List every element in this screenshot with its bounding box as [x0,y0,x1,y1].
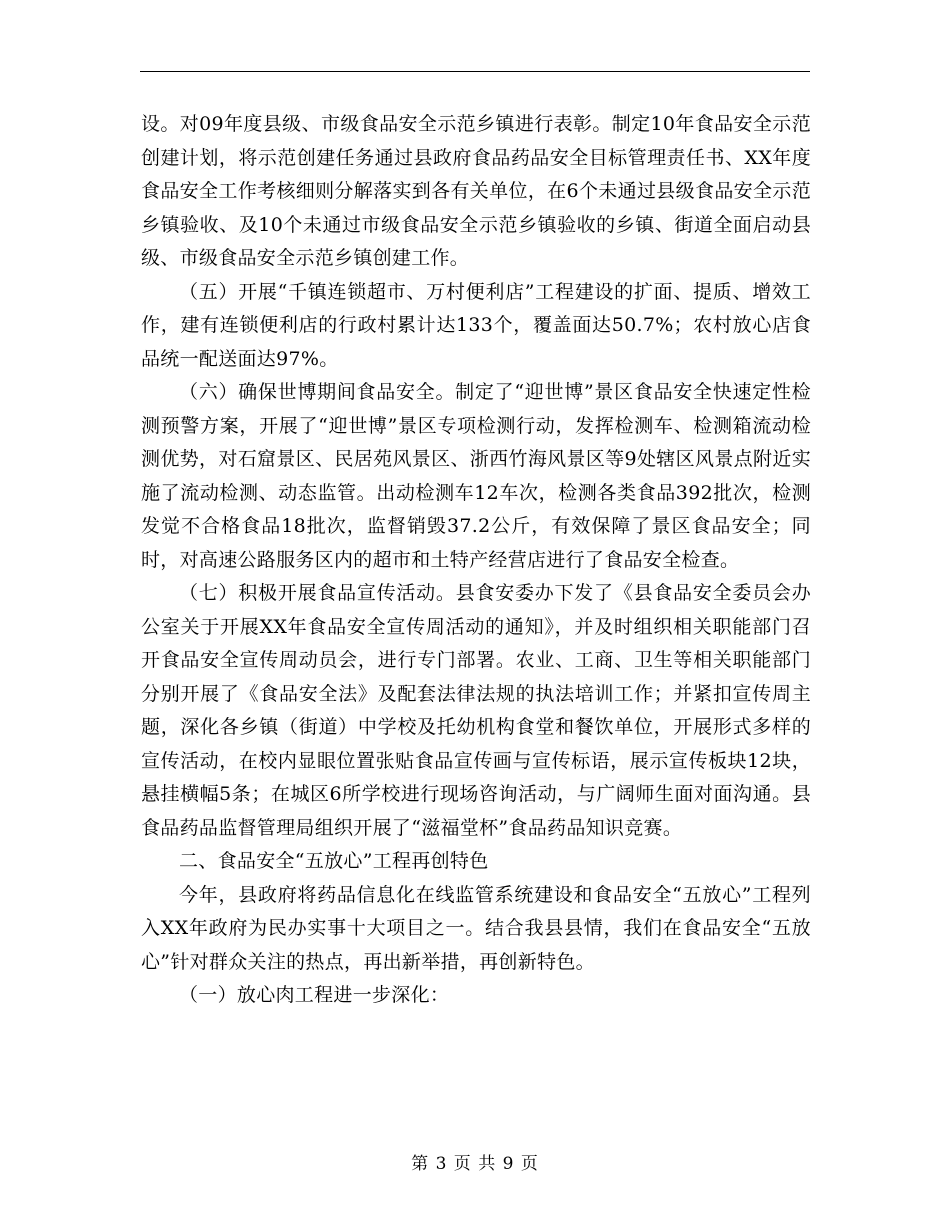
section-heading: 二、食品安全“五放心”工程再创特色 [179,850,489,872]
document-body [141,108,811,1013]
paragraph-section-intro: 今年，县政府将药品信息化在线监管系统建设和食品安全“五放心”工程列入XX年政府为民办实事十大项目之一。结合我县县情，我们在食品安全“五放心”针对群众关注的热点，再出新举措，再创新特色。 [141,883,811,973]
paragraph-continuation: 设。对09年度县级、市级食品安全示范乡镇进行表彰。制定10年食品安全示范创建计划，将示范创建任务通过县政府食品药品安全目标管理责任书、XX年度食品安全工作考核细则分解落实到各有关单位，在6个未通过县级食品安全示范乡镇验收、及10个未通过市级食品安全示范乡镇验收的乡镇、街道全面启动县级、市级食品安全示范乡镇创建工作。 [141,113,811,269]
paragraph-item-6: （六）确保世博期间食品安全。制定了“迎世博”景区食品安全快速定性检测预警方案，开展了“迎世博”景区专项检测行动，发挥检测车、检测箱流动检测优势，对石窟景区、民居苑风景区、浙西竹海风景区等9处辖区风景点附近实施了流动检测、动态监管。出动检测车12车次，检测各类食品392批次，检测发觉不合格食品18批次，监督销毁37.2公斤，有效保障了景区食品安全；同时，对高速公路服务区内的超市和土特产经营店进行了食品安全检查。 [141,381,811,571]
paragraph-subitem-1: （一）放心肉工程进一步深化： [179,984,450,1006]
header-rule [140,71,810,72]
paragraph-item-7: （七）积极开展食品宣传活动。县食安委办下发了《县食品安全委员会办公室关于开展XX年食品安全宣传周活动的通知》，并及时组织相关职能部门召开食品安全宣传周动员会，进行专门部署。农业、工商、卫生等相关职能部门分别开展了《食品安全法》及配套法律法规的执法培训工作；并紧扣宣传周主题，深化各乡镇（街道）中学校及托幼机构食堂和餐饮单位，开展形式多样的宣传活动，在校内显眼位置张贴食品宣传画与宣传标语，展示宣传板块12块，悬挂横幅5条；在城区6所学校进行现场咨询活动，与广阔师生面对面沟通。县食品药品监督管理局组织开展了“滋福堂杯”食品药品知识竞赛。 [141,582,811,839]
page-number: 第 3 页 共 9 页 [411,1154,539,1174]
paragraph-item-5: （五）开展“千镇连锁超市、万村便利店”工程建设的扩面、提质、增效工作，建有连锁便利店的行政村累计达133个，覆盖面达50.7%；农村放心店食品统一配送面达97%。 [141,280,811,370]
